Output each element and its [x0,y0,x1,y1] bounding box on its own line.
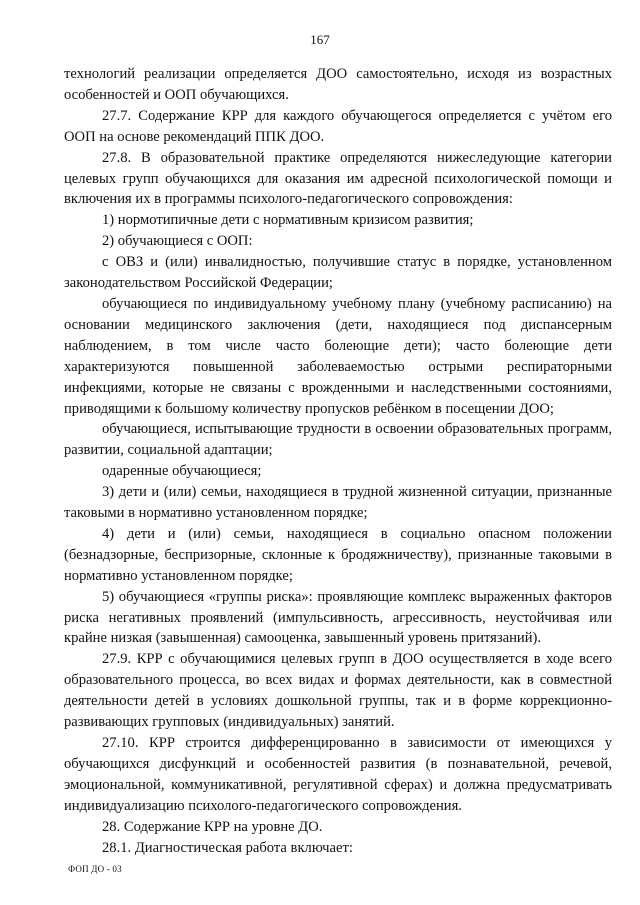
page-number: 167 [310,32,330,47]
list-item: 3) дети и (или) семьи, находящиеся в трудной жизненной ситуации, признанные таковыми в нормативно установленном порядке; [64,484,612,522]
sub-item: обучающиеся, испытывающие трудности в освоении образовательных программ, развитии, социальной адаптации; [64,421,612,459]
document-body [64,64,612,858]
paragraph: 28.1. Диагностическая работа включает: [102,839,353,856]
list-item: 5) обучающиеся «группы риска»: проявляющие комплекс выраженных факторов риска негативных проявлений (импульсивность, агрессивность, неустойчивая или крайне низкая (завышенная) самооценка, завышенный уровень притязаний). [64,588,612,647]
sub-item: одаренные обучающиеся; [102,463,262,480]
list-item: 2) обучающиеся с ООП: [102,233,253,250]
section-heading: 28. Содержание КРР на уровне ДО. [102,818,323,835]
paragraph: технологий реализации определяется ДОО самостоятельно, исходя из возрастных особенностей и ООП обучающихся. [64,66,612,103]
paragraph: 27.9. КРР с обучающимися целевых групп в ДОО осуществляется в ходе всего образовательного процесса, во всех видах и формах деятельности, как в совместной деятельности детей в условиях дошкольной группы, так и в форме коррекционно-развивающих групповых (индивидуальных) занятий. [64,651,612,731]
sub-item: обучающиеся по индивидуальному учебному плану (учебному расписанию) на основании медицинского заключения (дети, находящиеся под диспансерным наблюдением, в том числе часто болеющие дети); часто болеющие дети характеризуются повышенной заболеваемостью острыми респираторными инфекциями, которые не связаны с врожденными и наследственными состояниями, приводящими к большому количеству пропусков ребёнком в посещении ДОО; [64,295,612,417]
footer-code: ФОП ДО - 03 [68,864,122,874]
paragraph: 27.7. Содержание КРР для каждого обучающегося определяется с учётом его ООП на основе рекомендаций ППК ДОО. [64,107,612,145]
list-item: 4) дети и (или) семьи, находящиеся в социально опасном положении (безнадзорные, беспризорные, склонные к бродяжничеству), признанные таковыми в нормативно установленном порядке; [64,525,612,584]
paragraph: 27.10. КРР строится дифференцированно в зависимости от имеющихся у обучающихся дисфункций и особенностей развития (в познавательной, речевой, эмоциональной, коммуникативной, регулятивной сферах) и должна предусматривать индивидуализацию психолого-педагогического сопровождения. [64,735,612,814]
list-item: 1) нормотипичные дети с нормативным кризисом развития; [102,212,474,229]
sub-item: с ОВЗ и (или) инвалидностью, получившие статус в порядке, установленном законодательством Российской Федерации; [64,254,612,292]
paragraph: 27.8. В образовательной практике определяются нижеследующие категории целевых групп обучающихся для оказания им адресной психологической помощи и включения их в программы психолого-педагогического сопровождения: [64,149,612,208]
